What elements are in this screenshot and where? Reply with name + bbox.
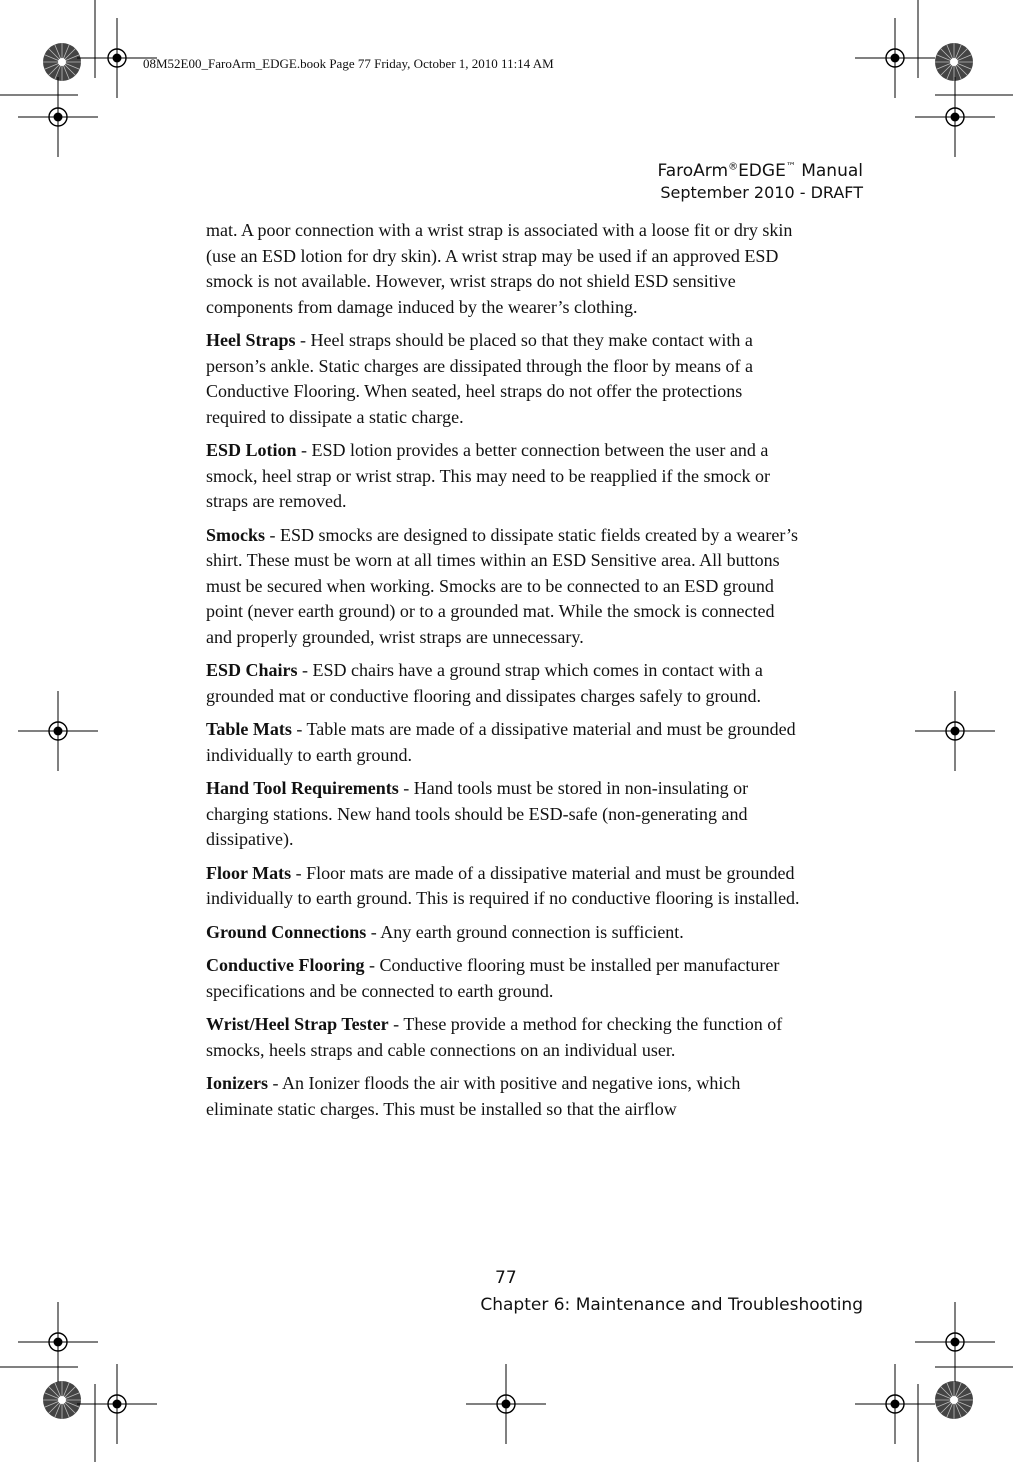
paragraph-hand-tool-requirements bbox=[206, 776, 802, 853]
term: Table Mats bbox=[206, 719, 292, 739]
product-name: EDGE bbox=[738, 161, 786, 181]
term: Ground Connections bbox=[206, 921, 367, 942]
paragraph-strap-tester bbox=[206, 1012, 802, 1063]
definition: - Any earth ground connection is sufficient. bbox=[366, 921, 684, 942]
paragraph-ground-connections bbox=[206, 920, 802, 946]
definition: mat. A poor connection with a wrist strap is associated with a loose fit or dry skin (use an ESD lotion for dry skin). A wrist strap may be used if an approved ESD smock is not available. However, wrist straps do not shield ESD sensitive components from damage induced by the wearer’s clothing. bbox=[206, 220, 793, 317]
chapter-title: Chapter 6: Maintenance and Troubleshooting bbox=[480, 1295, 863, 1315]
definition: - Conductive flooring must be installed per manufacturer specifications and be connected to earth ground. bbox=[206, 955, 780, 1001]
body-text bbox=[206, 218, 802, 1130]
term: Hand Tool Requirements bbox=[206, 778, 399, 798]
term: ESD Lotion bbox=[206, 440, 297, 460]
definition: - Floor mats are made of a dissipative material and must be grounded individually to earth ground. This is required if no conductive flooring is installed. bbox=[206, 862, 800, 908]
definition: - ESD smocks are designed to dissipate static fields created by a wearer’s shirt. These must be worn at all times within an ESD Sensitive area. All buttons must be secured when working. Smocks are to be connected to an ESD ground point (never earth ground) or to a grounded mat. While the smock is connected and properly grounded, wrist straps are unnecessary. bbox=[206, 524, 799, 647]
manual-title bbox=[658, 160, 863, 182]
paragraph-continued bbox=[206, 218, 802, 320]
definition: - Hand tools must be stored in non-insulating or charging stations. New hand tools should be ESD-safe (non-generating and dissipative). bbox=[206, 778, 749, 849]
print-info-slug: 08M52E00_FaroArm_EDGE.book Page 77 Friday, October 1, 2010 11:14 AM bbox=[143, 56, 554, 71]
paragraph-heel-straps bbox=[206, 328, 802, 430]
definition: - ESD lotion provides a better connection between the user and a smock, heel strap or wrist strap. This may need to be reapplied if the smock or straps are removed. bbox=[206, 440, 771, 511]
definition: - Heel straps should be placed so that they make contact with a person’s ankle. Static charges are dissipated through the floor by means of a Conductive Flooring. When seated, heel straps do not offer the protections required to dissipate a static charge. bbox=[206, 330, 754, 427]
draft-date: September 2010 - DRAFT bbox=[660, 183, 863, 202]
paragraph-ionizers bbox=[206, 1071, 802, 1122]
trademark-mark: ™ bbox=[785, 161, 796, 173]
term: Floor Mats bbox=[206, 862, 292, 883]
registered-mark: ® bbox=[728, 161, 739, 173]
paragraph-smocks bbox=[206, 523, 802, 651]
term: Smocks bbox=[206, 524, 266, 545]
page-number: 77 bbox=[495, 1268, 517, 1288]
term: ESD Chairs bbox=[206, 660, 298, 680]
term: Heel Straps bbox=[206, 330, 296, 350]
paragraph-esd-lotion bbox=[206, 438, 802, 515]
definition: - These provide a method for checking the function of smocks, heels straps and cable connections on an individual user. bbox=[206, 1014, 783, 1060]
paragraph-esd-chairs bbox=[206, 658, 802, 709]
paragraph-floor-mats bbox=[206, 861, 802, 912]
paragraph-conductive-flooring bbox=[206, 953, 802, 1004]
term: Wrist/Heel Strap Tester bbox=[206, 1014, 389, 1034]
running-header bbox=[658, 160, 863, 204]
brand-name: FaroArm bbox=[657, 161, 729, 181]
definition: - An Ionizer floods the air with positive and negative ions, which eliminate static charges. This must be installed so that the airflow bbox=[206, 1073, 741, 1119]
paragraph-table-mats bbox=[206, 717, 802, 768]
term: Conductive Flooring bbox=[206, 955, 365, 975]
manual-suffix: Manual bbox=[795, 161, 863, 181]
term: Ionizers bbox=[206, 1073, 268, 1093]
definition: - ESD chairs have a ground strap which comes in contact with a grounded mat or conductive flooring and dissipates charges safely to ground. bbox=[206, 660, 763, 706]
definition: - Table mats are made of a dissipative material and must be grounded individually to earth ground. bbox=[206, 719, 796, 765]
